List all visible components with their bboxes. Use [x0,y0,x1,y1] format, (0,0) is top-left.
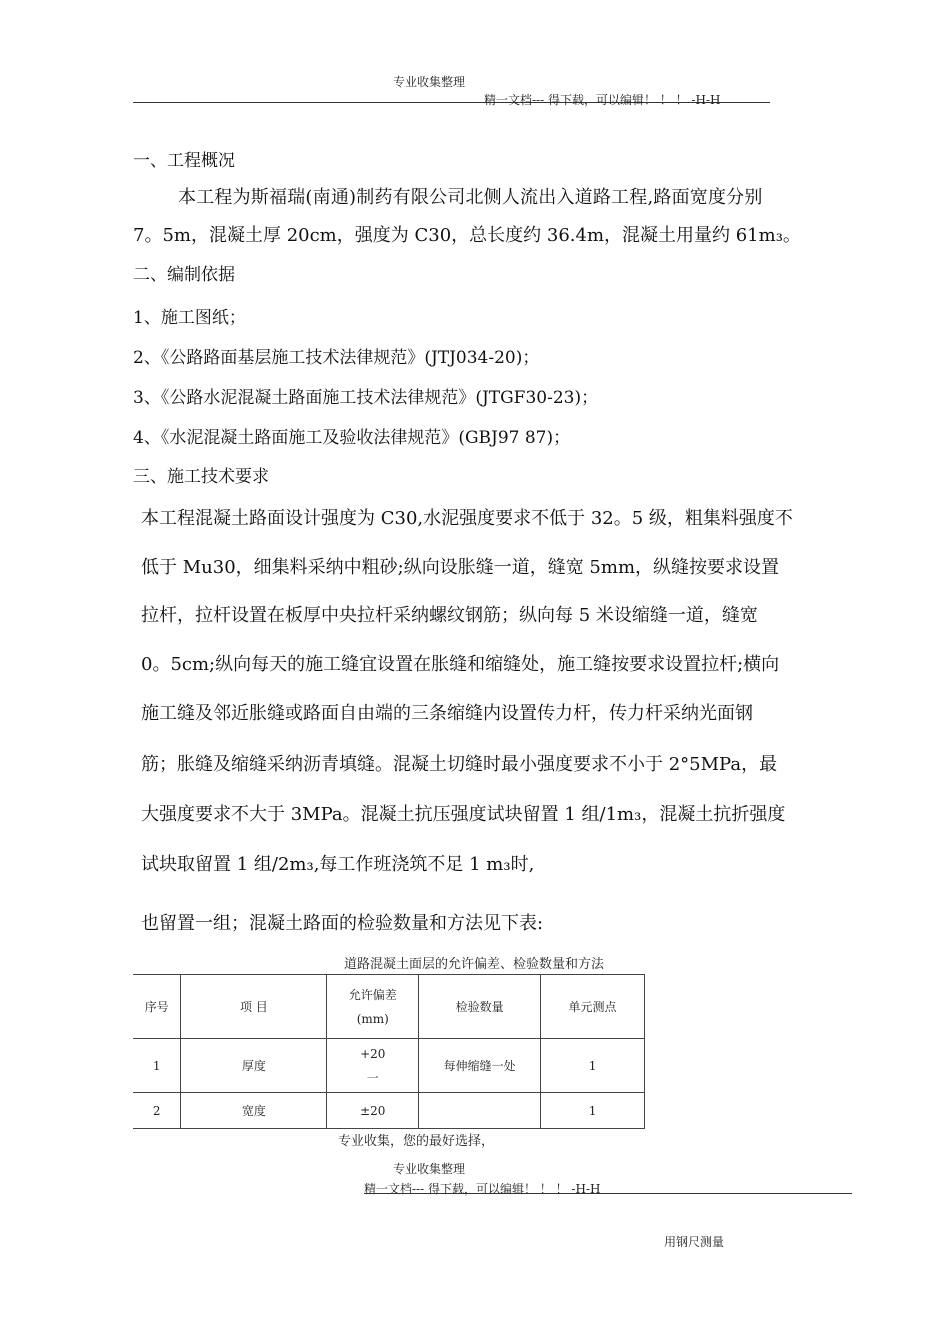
section-3-line: 施工缝及邻近胀缝或路面自由端的三条缩缝内设置传力杆，传力杆采纳光面钢 [141,703,753,724]
header-tolerance-line2: (mm) [356,1011,389,1026]
cell-item: 厚度 [181,1039,327,1093]
section-1-line-2: 7。5m，混凝土厚 20cm，强度为 C30，总长度约 36.4m，混凝土用量约 61m₃。 [133,225,801,246]
footer-rule [364,1193,852,1194]
cell-tolerance [327,1039,419,1093]
header-tolerance [327,975,419,1039]
section-3-line: 大强度要求不大于 3MPa。混凝土抗压强度试块留置 1 组/1m₃，混凝土抗折强度 [141,804,786,825]
reference-item: 2、《公路路面基层施工技术法律规范》(JTJ034-20)； [133,348,540,368]
footer-subtitle: 精一文档--- 得下载，可以编辑！ ！ ！ -H-H [364,1182,601,1196]
header-subtitle: 精一文档--- 得下载，可以编辑！ ！ ！ -H-H [484,93,721,107]
cell-no: 1 [133,1039,181,1093]
header-tolerance-line1: 允许偏差 [348,987,397,1002]
header-quantity: 检验数量 [419,975,541,1039]
header-unit-points: 单元测点 [541,975,645,1039]
section-3-line: 拉杆，拉杆设置在板厚中央拉杆采纳螺纹钢筋；纵向每 5 米设缩缝一道，缝宽 [141,605,758,626]
table-row [133,1039,645,1093]
section-1-heading: 一、工程概况 [133,151,235,171]
header-no: 序号 [133,975,181,1039]
section-3-line: 试块取留置 1 组/2m₃,每工作班浇筑不足 1 m₃时, [141,854,535,875]
cell-quantity: 每伸缩缝一处 [419,1039,541,1093]
table-header-row [133,975,645,1039]
header-item: 项 目 [181,975,327,1039]
reference-item: 4、《水泥混凝土路面施工及验收法律规范》(GBJ97 87)； [133,428,571,448]
cell-tolerance-line2: 一 [366,1070,379,1085]
reference-item: 3、《公路水泥混凝土路面施工技术法律规范》(JTGF30-23)； [133,388,599,408]
reference-item: 1、施工图纸； [133,308,246,328]
cell-unit-points: 1 [541,1093,645,1129]
inspection-table [133,974,645,1129]
footer-tail-note: 用钢尺测量 [664,1235,725,1249]
section-3-line: 低于 Mu30，细集料采纳中粗砂;纵向设胀缝一道，缝宽 5mm，纵缝按要求设置 [141,557,780,578]
footer-title: 专业收集整理 [393,1162,466,1176]
section-3-line: 0。5cm;纵向每天的施工缝宜设置在胀缝和缩缝处，施工缝按要求设置拉杆;横向 [141,654,780,675]
header-title: 专业收集整理 [393,75,466,89]
section-3-line: 本工程混凝土路面设计强度为 C30,水泥强度要求不低于 32。5 级，粗集料强度不 [141,508,793,529]
table-row [133,1093,645,1129]
cell-tolerance: ±20 [327,1093,419,1129]
table-caption: 道路混凝土面层的允许偏差、检验数量和方法 [344,957,605,972]
cell-no: 2 [133,1093,181,1129]
cell-tolerance-line1: +20 [360,1046,386,1061]
section-3-line: 筋；胀缝及缩缝采纳沥青填缝。混凝土切缝时最小强度要求不小于 2°5MPa，最 [141,754,778,775]
section-3-last-line: 也留置一组；混凝土路面的检验数量和方法见下表: [141,913,544,934]
table-footer-note: 专业收集，您的最好选择， [338,1134,495,1149]
section-3-heading: 三、施工技术要求 [133,467,269,487]
cell-unit-points: 1 [541,1039,645,1093]
section-2-heading: 二、编制依据 [133,265,235,285]
cell-item: 宽度 [181,1093,327,1129]
section-1-line-1: 本工程为斯福瑞(南通)制药有限公司北侧人流出入道路工程,路面宽度分别 [178,187,763,208]
cell-quantity [419,1093,541,1129]
